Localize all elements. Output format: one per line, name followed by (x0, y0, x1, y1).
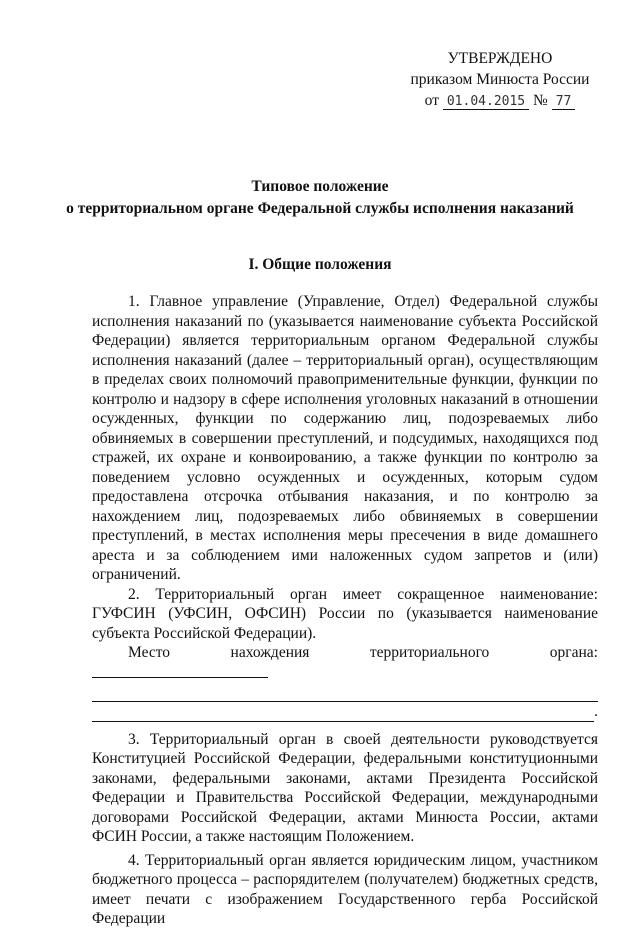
document-body (92, 292, 598, 929)
location-fill-line-2 (92, 683, 598, 702)
section-heading: I. Общие положения (248, 256, 392, 273)
approval-number: 77 (552, 94, 576, 110)
location-fill-row-3 (92, 702, 598, 722)
date-prefix: от (424, 92, 439, 109)
approval-date-line (400, 90, 600, 112)
paragraph-4: 4. Территориальный орган является юридическим лицом, участником бюджетного процесса – распорядителем (получателем) бюджетных средств, имеет печати с изображением Государственного герба Российской Федерации (92, 851, 598, 927)
approval-date: 01.04.2015 (443, 94, 529, 110)
paragraph-1: 1. Главное управление (Управление, Отдел) Федеральной службы исполнения наказаний по (указывается наименование субъекта Российской Федерации) является территориальным органом Федеральной службы исполнения наказаний (далее – территориальный орган), осуществляющим в пределах своих полномочий правоприменительные функции, функции по контролю и надзору в сфере исполнения уголовных наказаний в отношении осужденных, функции по содержанию лиц, подозреваемых либо обвиняемых в совершении преступлений, и подсудимых, находящихся под стражей, их охране и конвоированию, а также функции по контролю за поведением условно осужденных и осужденных, которым судом предоставлена отсрочка отбывания наказания, и по контролю за нахождением лиц, подозреваемых либо обвиняемых в совершении преступлений, в местах исполнения меры пресечения в виде домашнего ареста и за соблюдением ими наложенных судом запретов и (или) ограничений. (92, 293, 598, 583)
paragraph-2: 2. Территориальный орган имеет сокращенное наименование: ГУФСИН (УФСИН, ОФСИН) России по (указывается наименование субъекта Российской Федерации). (92, 585, 598, 642)
approval-status: УТВЕРЖДЕНО (447, 50, 553, 67)
location-end: . (594, 703, 598, 720)
location-fill-line-3 (92, 703, 594, 722)
number-prefix: № (533, 92, 548, 109)
location-line (92, 643, 598, 683)
document-title-line1: Типовое положение (251, 178, 389, 195)
paragraph-3: 3. Территориальный орган в своей деятельности руководствуется Конституцией Российской Федерации, федеральными конституционными законами, федеральными законами, актами Президента Российской Федерации и Правительства Российской Федерации, международными договорами Российской Федерации, актами Минюста России, актами ФСИН России, а также настоящим Положением. (92, 730, 598, 845)
approval-stamp (400, 48, 600, 112)
location-label: Место нахождения территориального органа: (128, 644, 598, 661)
location-fill-line (92, 663, 268, 678)
document-title-line2: о территориальном органе Федеральной службы исполнения наказаний (66, 200, 574, 217)
document-title (60, 176, 580, 220)
approval-by: приказом Минюста России (410, 71, 590, 88)
